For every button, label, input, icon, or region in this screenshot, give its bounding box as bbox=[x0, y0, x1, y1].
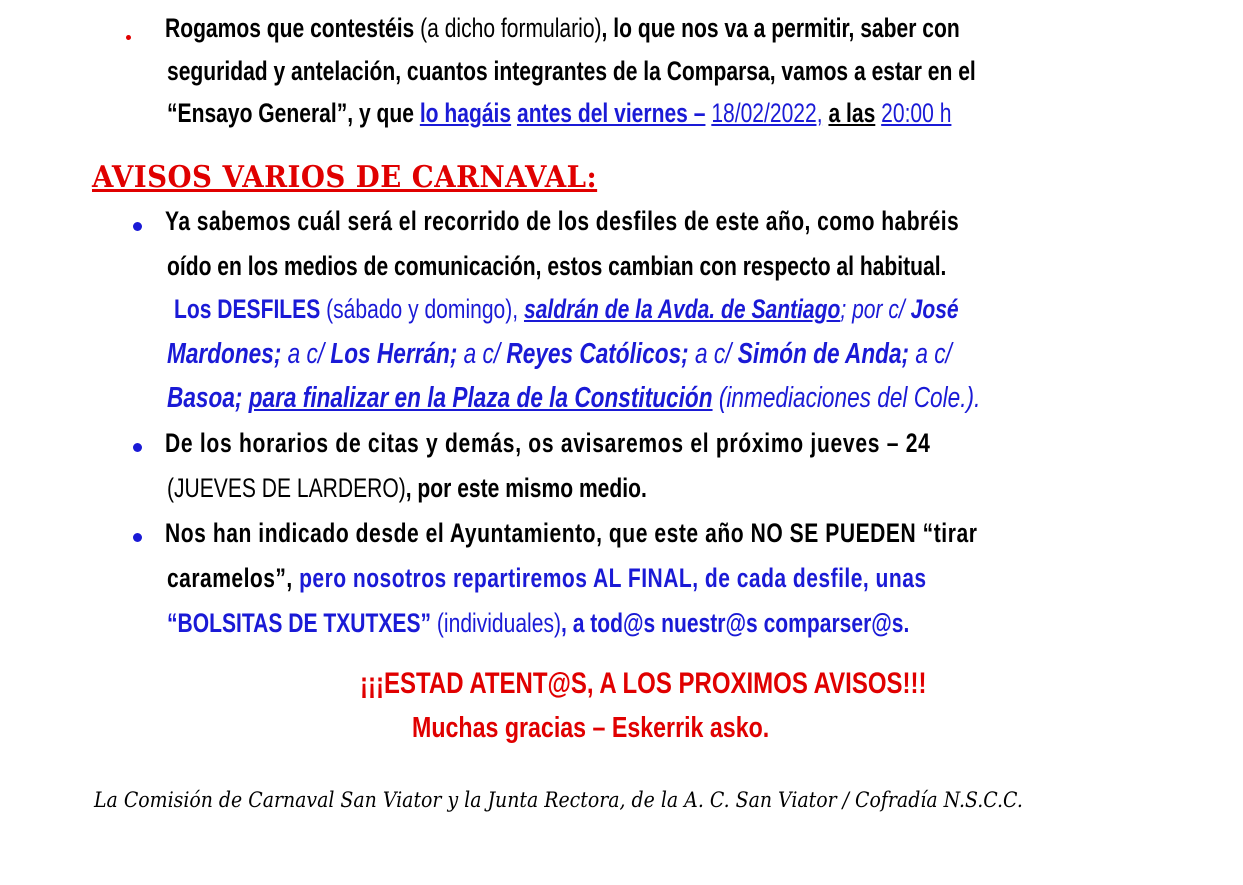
bullet3-line-1: Nos han indicado desde el Ayuntamiento, que este año NO SE PUEDEN “tirar bbox=[165, 518, 978, 548]
bullet-icon bbox=[133, 533, 142, 542]
intro-line-1: Rogamos que contestéis (a dicho formulario), lo que nos va a permitir, saber con bbox=[165, 13, 960, 43]
bullet2-line-1: De los horarios de citas y demás, os avisaremos el próximo jueves – 24 bbox=[165, 428, 931, 458]
bullet3-line-3: “BOLSITAS DE TXUTXES” (individuales), a tod@s nuestr@s comparser@s. bbox=[167, 608, 910, 638]
red-bullet-dot bbox=[126, 35, 131, 40]
bullet1-line-4: Mardones; a c/ Los Herrán; a c/ Reyes Católicos; a c/ Simón de Anda; a c/ bbox=[167, 338, 952, 370]
thanks-line: Muchas gracias – Eskerrik asko. bbox=[412, 712, 770, 744]
bullet2-line-2: (JUEVES DE LARDERO), por este mismo medio. bbox=[167, 473, 647, 503]
intro-line-3: “Ensayo General”, y que lo hagáis antes del viernes – 18/02/2022, a las 20:00 h bbox=[167, 98, 952, 128]
attention-notice: ¡¡¡ESTAD ATENT@S, A LOS PROXIMOS AVISOS!!! bbox=[360, 667, 927, 700]
bullet1-line-2: oído en los medios de comunicación, estos cambian con respecto al habitual. bbox=[167, 251, 947, 281]
bullet-icon bbox=[133, 222, 142, 231]
section-heading: AVISOS VARIOS DE CARNAVAL: bbox=[92, 160, 598, 195]
signature: La Comisión de Carnaval San Viator y la Junta Rectora, de la A. C. San Viator / Cofradía N.S.C.C. bbox=[94, 788, 1023, 812]
intro-line-2: seguridad y antelación, cuantos integrantes de la Comparsa, vamos a estar en el bbox=[167, 56, 976, 86]
bullet3-line-2: caramelos”, pero nosotros repartiremos AL FINAL, de cada desfile, unas bbox=[167, 563, 927, 593]
bullet1-line-5: Basoa; para finalizar en la Plaza de la Constitución (inmediaciones del Cole.). bbox=[167, 382, 981, 414]
bullet1-line-3: Los DESFILES (sábado y domingo), saldrán de la Avda. de Santiago; por c/ José bbox=[174, 294, 959, 324]
bullet1-line-1: Ya sabemos cuál será el recorrido de los desfiles de este año, como habréis bbox=[165, 206, 960, 236]
bullet-icon bbox=[133, 443, 142, 452]
